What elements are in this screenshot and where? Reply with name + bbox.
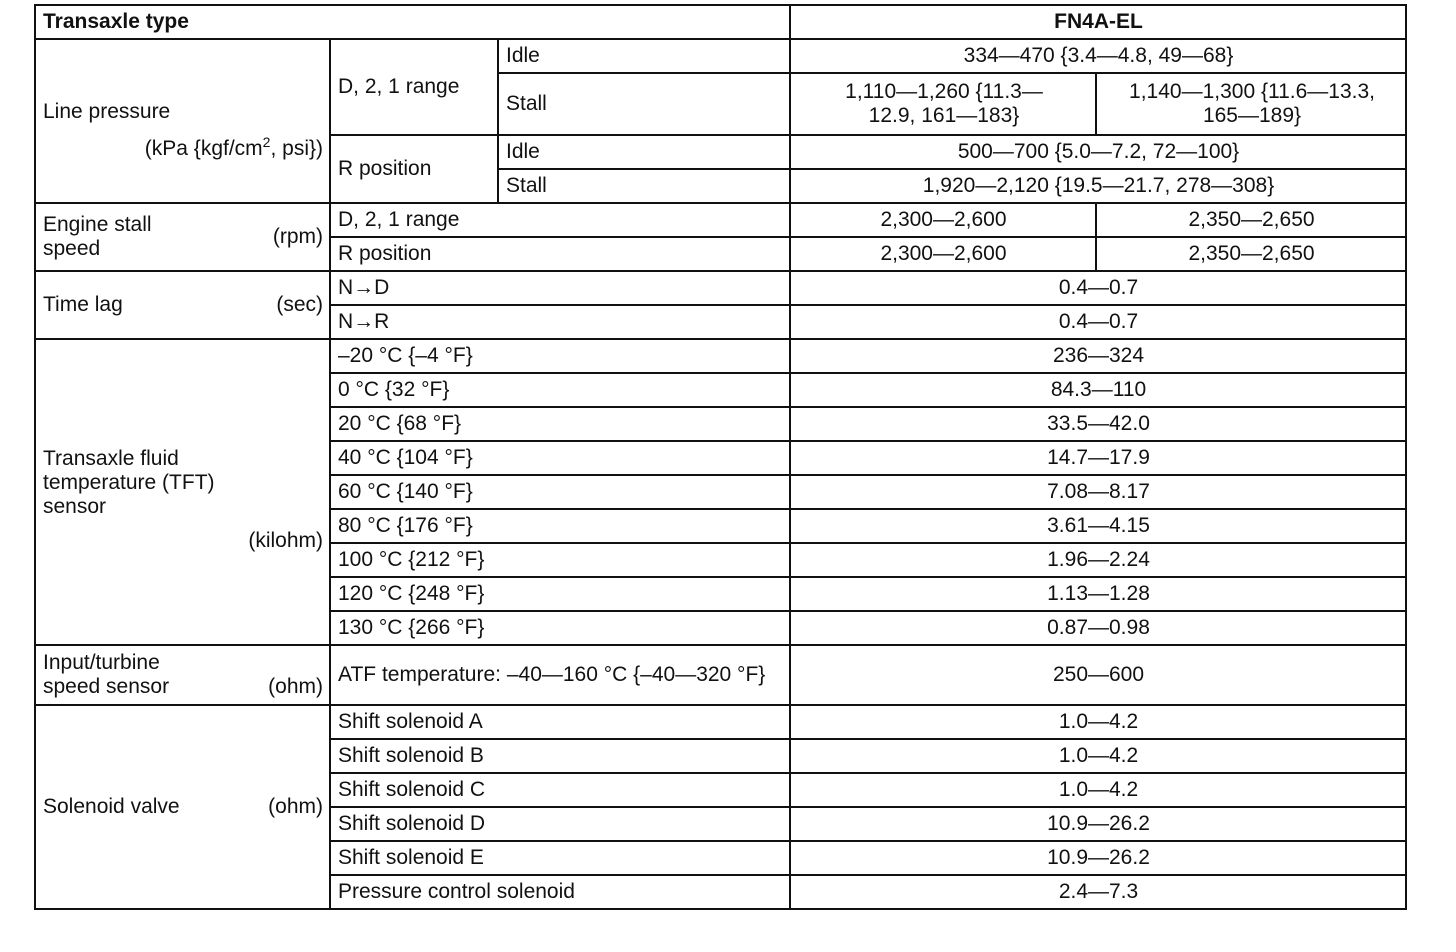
value-cell-a: 1,110—1,260 {11.3—12.9, 161—183}: [790, 73, 1096, 135]
condition-label: ATF temperature: –40—160 °C {–40—320 °F}: [330, 645, 790, 705]
condition-label: R position: [330, 237, 790, 271]
value-cell: 1.13—1.28: [790, 577, 1406, 611]
condition-label: 20 °C {68 °F}: [330, 407, 790, 441]
speed-sensor-title-wrap: [43, 651, 323, 699]
condition-label: Idle: [498, 39, 790, 73]
value-cell: 0.87—0.98: [790, 611, 1406, 645]
line-pressure-unit: [43, 130, 323, 161]
engine-stall-title: [43, 213, 152, 261]
value-cell: 2.4—7.3: [790, 875, 1406, 909]
condition-label: –20 °C {–4 °F}: [330, 339, 790, 373]
condition-label: 120 °C {248 °F}: [330, 577, 790, 611]
line-pressure-unit-sup: 2: [262, 133, 271, 150]
speed-sensor-title-line1: Input/turbine: [43, 651, 160, 674]
value-cell: 250—600: [790, 645, 1406, 705]
value-cell: 0.4—0.7: [790, 305, 1406, 339]
line-pressure-category: [35, 39, 330, 203]
time-lag-category: [35, 271, 330, 339]
tft-title: [43, 447, 323, 519]
condition-label: N→D: [330, 271, 790, 305]
condition-label: D, 2, 1 range: [330, 203, 790, 237]
condition-label: 40 °C {104 °F}: [330, 441, 790, 475]
value-cell: 10.9—26.2: [790, 841, 1406, 875]
value-cell-b: 1,140—1,300 {11.6—13.3, 165—189}: [1096, 73, 1406, 135]
speed-sensor-unit: (ohm): [268, 675, 323, 698]
tft-category: [35, 339, 330, 645]
table-row: [35, 203, 1406, 237]
condition-label: 60 °C {140 °F}: [330, 475, 790, 509]
speed-sensor-title: [43, 651, 169, 699]
speed-sensor-title-line2: speed sensor: [43, 675, 170, 698]
tft-title-line3: sensor: [43, 495, 107, 518]
value-cell: 7.08—8.17: [790, 475, 1406, 509]
engine-stall-unit: (rpm): [272, 225, 323, 248]
time-lag-title-wrap: [43, 293, 323, 317]
condition-label: Shift solenoid B: [330, 739, 790, 773]
value-cell-b: 2,350—2,650: [1096, 203, 1406, 237]
table-row: [35, 645, 1406, 705]
value-cell: 0.4—0.7: [790, 271, 1406, 305]
condition-label: Idle: [498, 135, 790, 169]
value-cell: 10.9—26.2: [790, 807, 1406, 841]
solenoid-unit: (ohm): [268, 795, 323, 818]
value-cell: 84.3—110: [790, 373, 1406, 407]
subcategory: R position: [330, 135, 498, 203]
spec-table: [34, 4, 1407, 910]
value-cell: 14.7—17.9: [790, 441, 1406, 475]
value-cell-a: 2,300—2,600: [790, 203, 1096, 237]
engine-stall-title-line2: speed: [43, 237, 101, 260]
tft-unit: (kilohm): [248, 529, 323, 552]
line-pressure-unit-prefix: (kPa {kgf/cm: [144, 136, 263, 160]
table-row: [35, 705, 1406, 739]
engine-stall-title-line1: Engine stall: [43, 213, 152, 236]
condition-label: N→R: [330, 305, 790, 339]
value-cell: 1.0—4.2: [790, 705, 1406, 739]
tft-title-line2: temperature (TFT): [43, 471, 215, 494]
condition-label: 0 °C {32 °F}: [330, 373, 790, 407]
condition-label: 100 °C {212 °F}: [330, 543, 790, 577]
subcategory: D, 2, 1 range: [330, 39, 498, 135]
condition-label: Stall: [498, 169, 790, 203]
tft-title-line1: Transaxle fluid: [43, 447, 179, 470]
condition-label: 130 °C {266 °F}: [330, 611, 790, 645]
condition-label: Pressure control solenoid: [330, 875, 790, 909]
table-row: [35, 271, 1406, 305]
condition-label: Shift solenoid D: [330, 807, 790, 841]
line-pressure-title: Line pressure: [43, 99, 171, 123]
condition-label: Shift solenoid A: [330, 705, 790, 739]
value-cell-b: 2,350—2,650: [1096, 237, 1406, 271]
condition-label: Stall: [498, 73, 790, 135]
engine-stall-category: [35, 203, 330, 271]
condition-label: Shift solenoid E: [330, 841, 790, 875]
value-cell: 500—700 {5.0—7.2, 72—100}: [790, 135, 1406, 169]
value-cell: 236—324: [790, 339, 1406, 373]
header-value: FN4A-EL: [790, 5, 1406, 39]
engine-stall-title-wrap: [43, 213, 323, 261]
header-label: Transaxle type: [35, 5, 790, 39]
value-cell: 33.5—42.0: [790, 407, 1406, 441]
value-cell: 1,920—2,120 {19.5—21.7, 278—308}: [790, 169, 1406, 203]
header-row: [35, 5, 1406, 39]
time-lag-unit: (sec): [276, 293, 323, 316]
value-cell: 1.0—4.2: [790, 739, 1406, 773]
line-pressure-unit-suffix: , psi}): [270, 136, 323, 160]
table-row: [35, 39, 1406, 73]
value-cell: 334—470 {3.4—4.8, 49—68}: [790, 39, 1406, 73]
solenoid-title-wrap: [43, 795, 323, 819]
time-lag-title: Time lag: [43, 293, 123, 316]
speed-sensor-category: [35, 645, 330, 705]
solenoid-category: [35, 705, 330, 909]
value-cell: 3.61—4.15: [790, 509, 1406, 543]
solenoid-title: Solenoid valve: [43, 795, 180, 818]
condition-label: 80 °C {176 °F}: [330, 509, 790, 543]
condition-label: Shift solenoid C: [330, 773, 790, 807]
value-cell: 1.96—2.24: [790, 543, 1406, 577]
value-cell: 1.0—4.2: [790, 773, 1406, 807]
table-row: [35, 339, 1406, 373]
value-cell-a: 2,300—2,600: [790, 237, 1096, 271]
